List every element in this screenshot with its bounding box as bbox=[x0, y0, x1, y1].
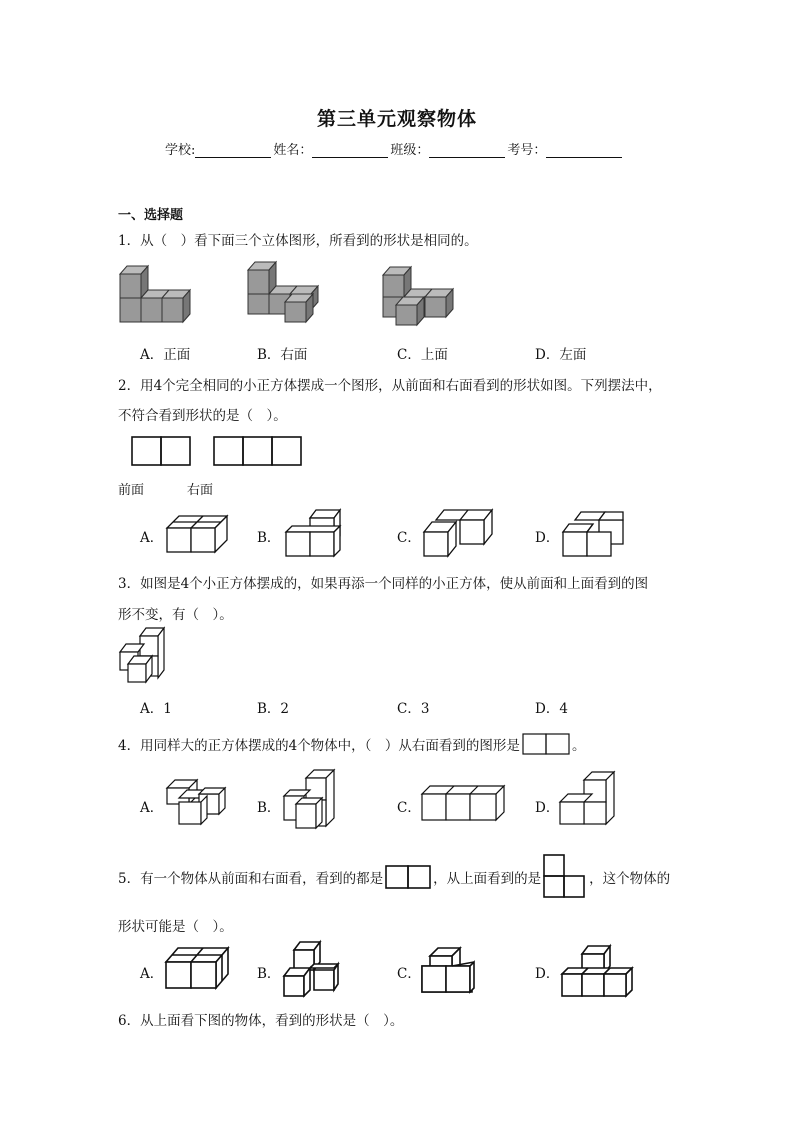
q1-option-d[interactable]: D．左面 bbox=[535, 347, 587, 363]
class-blank bbox=[429, 143, 505, 158]
student-info-line bbox=[165, 139, 624, 158]
q5-figure-a bbox=[164, 944, 232, 992]
q5-figure-b bbox=[282, 940, 342, 998]
q4-text bbox=[118, 733, 585, 755]
q2-option-a[interactable]: A． bbox=[140, 530, 164, 546]
q5-option-d[interactable]: D． bbox=[535, 966, 560, 982]
q2-text-line2: 不符合看到形状的是（ ）。 bbox=[118, 408, 287, 424]
q5-text-c: ，这个物体的 bbox=[589, 871, 671, 887]
q4-figure-b bbox=[282, 770, 342, 832]
q2-figure-d bbox=[561, 508, 631, 558]
q3-text-line1: 3．如图是4个小正方体摆成的，如果再添一个同样的小正方体，使从前面和上面看到的图 bbox=[118, 576, 649, 592]
q4-figure-c bbox=[420, 782, 510, 826]
q4-option-c[interactable]: C． bbox=[397, 800, 421, 816]
class-label: 班级： bbox=[390, 143, 430, 158]
q2-option-d[interactable]: D． bbox=[535, 530, 560, 546]
q2-front-label: 前面 bbox=[118, 483, 145, 498]
q5-text bbox=[118, 854, 670, 900]
q4-option-d[interactable]: D． bbox=[535, 800, 560, 816]
q4-text-before: 4．用同样大的正方体摆成的4个物体中，（ ）从右面看到的图形是 bbox=[118, 738, 520, 754]
q3-option-c[interactable]: C．3 bbox=[397, 701, 430, 717]
q6-text: 6．从上面看下图的物体，看到的形状是（ ）。 bbox=[118, 1013, 404, 1029]
q2-right-label: 右面 bbox=[187, 483, 214, 498]
q1-text: 1．从（ ）看下面三个立体图形，所看到的形状是相同的。 bbox=[118, 233, 478, 249]
q5-option-c[interactable]: C． bbox=[397, 966, 421, 982]
q2-right-view bbox=[213, 436, 303, 466]
q4-option-a[interactable]: A． bbox=[140, 800, 164, 816]
q5-top-view bbox=[543, 854, 587, 900]
name-blank bbox=[312, 143, 388, 158]
q3-option-a[interactable]: A．1 bbox=[140, 701, 172, 717]
q5-figure-c bbox=[420, 944, 480, 996]
q5-front-right-view bbox=[385, 865, 431, 889]
section-heading: 一、选择题 bbox=[118, 208, 184, 223]
q5-option-b[interactable]: B． bbox=[257, 966, 281, 982]
q5-text-a: 5．有一个物体从前面和右面看，看到的都是 bbox=[118, 871, 384, 887]
q4-figure-d bbox=[558, 770, 620, 828]
q2-figure-a bbox=[165, 512, 235, 556]
q4-figure-a bbox=[163, 776, 225, 828]
q5-option-a[interactable]: A． bbox=[140, 966, 164, 982]
q5-figure-d bbox=[560, 944, 632, 998]
q1-figure-2 bbox=[243, 262, 338, 322]
number-label: 考号： bbox=[507, 143, 547, 158]
name-label: 姓名： bbox=[273, 143, 313, 158]
q2-front-view bbox=[131, 436, 191, 466]
q2-figure-b bbox=[284, 508, 354, 558]
q4-right-view bbox=[522, 733, 570, 755]
number-blank bbox=[546, 143, 622, 158]
school-blank bbox=[195, 143, 271, 158]
q2-option-b[interactable]: B． bbox=[257, 530, 281, 546]
q5-text-b: ，从上面看到的是 bbox=[433, 871, 542, 887]
q1-option-b[interactable]: B．右面 bbox=[257, 347, 308, 363]
school-label: 学校: bbox=[165, 143, 196, 158]
q1-figure-1 bbox=[115, 262, 210, 322]
q5-text-line2: 形状可能是（ ）。 bbox=[118, 919, 233, 935]
q2-text-line1: 2．用4个完全相同的小正方体摆成一个图形，从前面和右面看到的形状如图。下列摆法中， bbox=[118, 378, 662, 394]
page-title: 第三单元观察物体 bbox=[316, 108, 477, 130]
q1-figure-3 bbox=[378, 265, 473, 327]
q3-figure bbox=[116, 626, 176, 686]
q3-option-b[interactable]: B．2 bbox=[257, 701, 290, 717]
q3-text-line2: 形不变，有（ ）。 bbox=[118, 607, 233, 623]
q2-figure-c bbox=[422, 506, 502, 558]
q4-text-after: 。 bbox=[571, 738, 586, 754]
q2-option-c[interactable]: C． bbox=[397, 530, 421, 546]
q1-option-a[interactable]: A．正面 bbox=[140, 347, 191, 363]
q3-option-d[interactable]: D．4 bbox=[535, 701, 568, 717]
q4-option-b[interactable]: B． bbox=[257, 800, 281, 816]
q1-option-c[interactable]: C．上面 bbox=[397, 347, 448, 363]
